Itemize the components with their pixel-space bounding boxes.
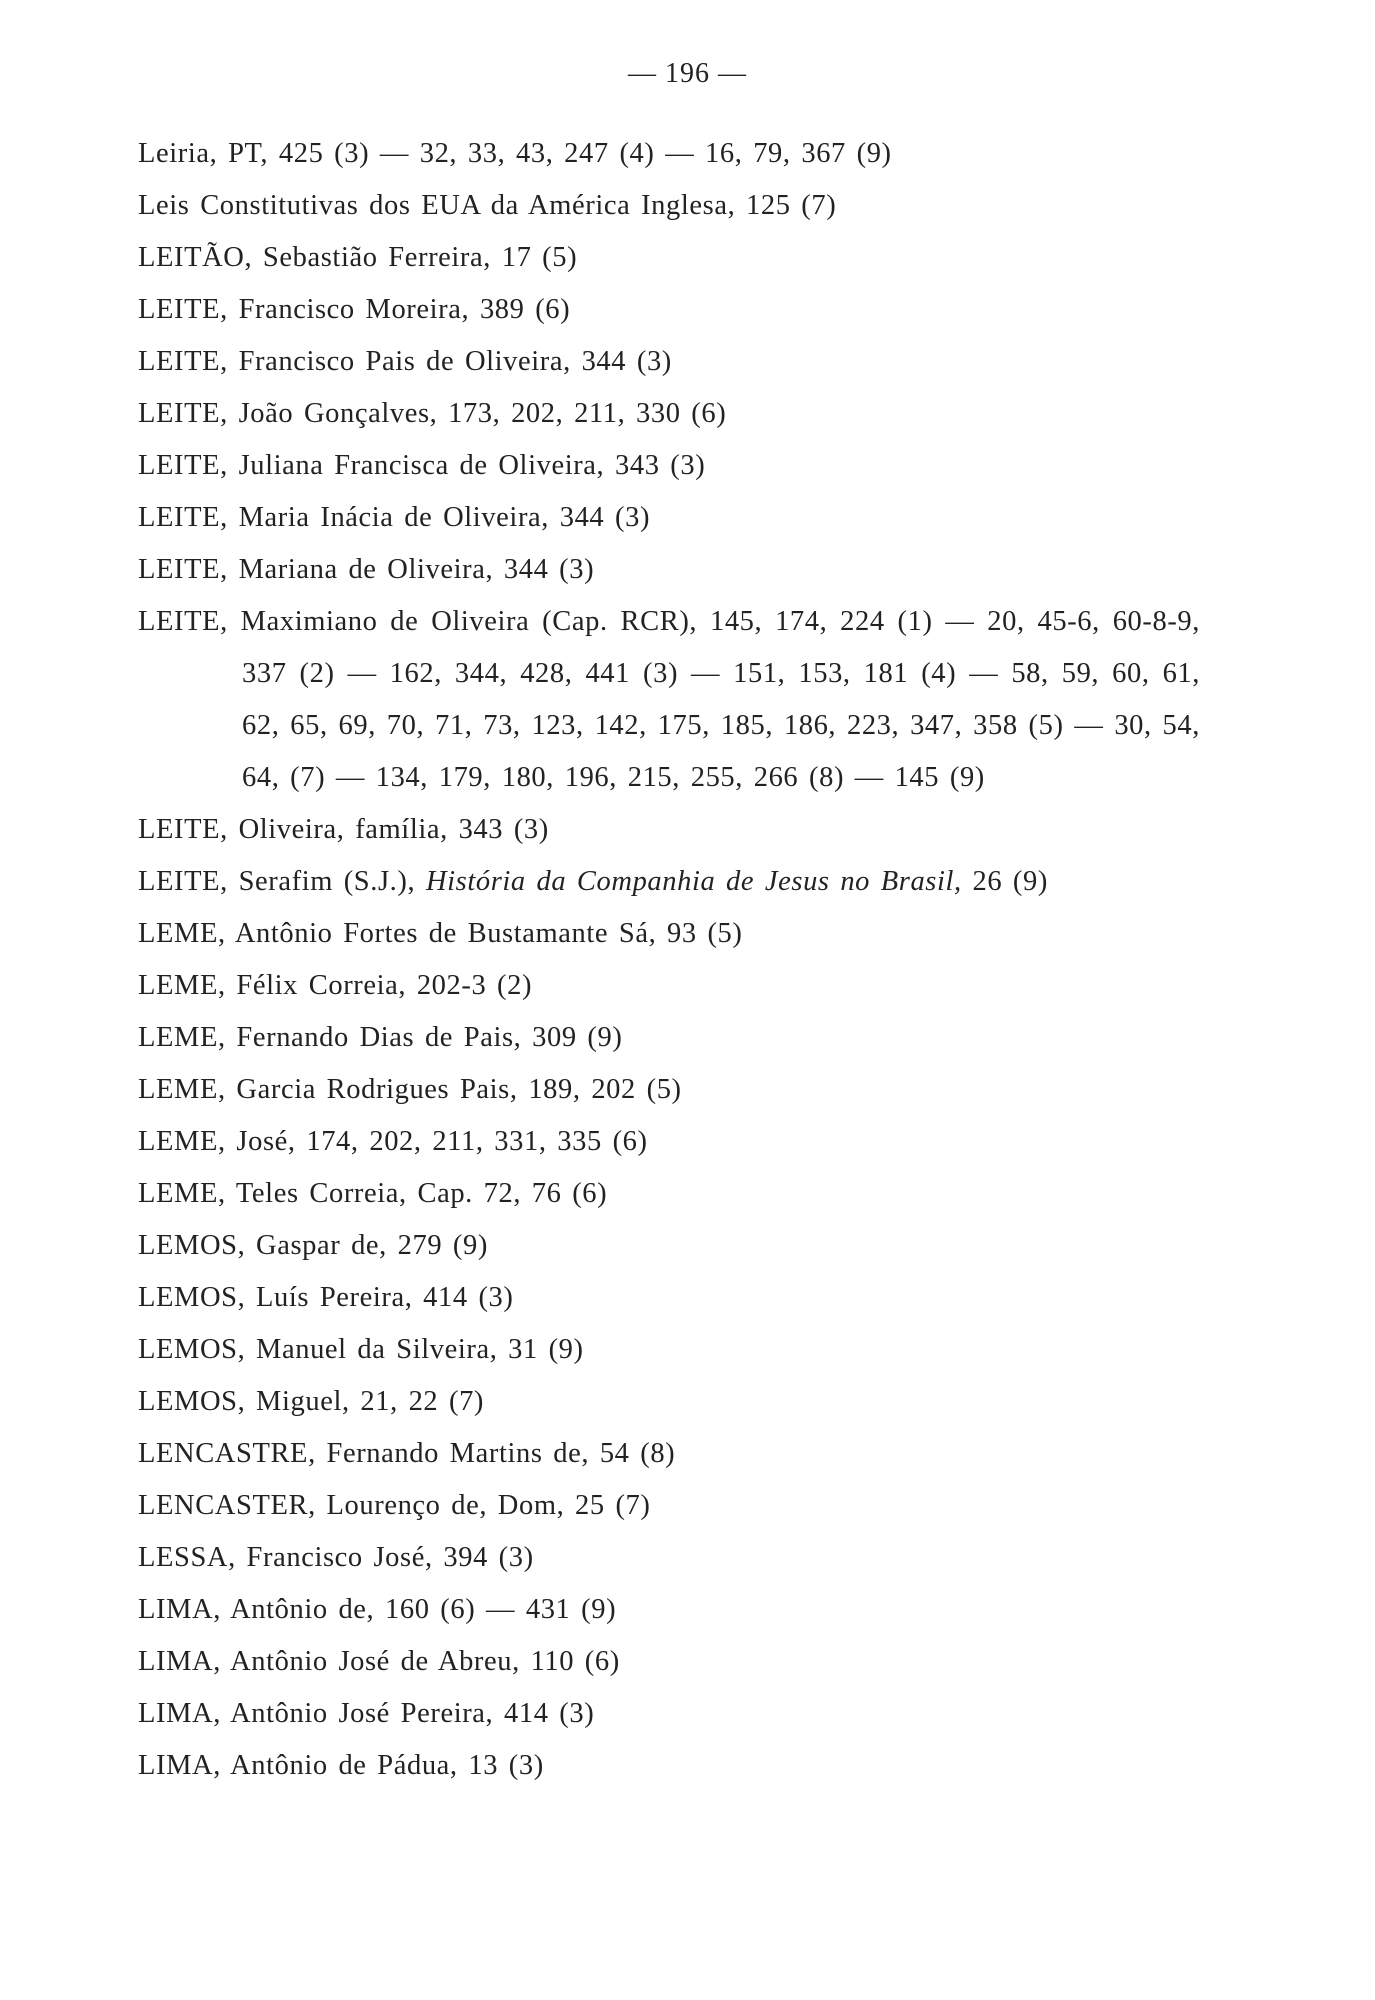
index-entry: [138, 856, 1200, 908]
entry-text: LEITE, Serafim (S.J.),: [138, 866, 426, 897]
index-entry: Leiria, PT, 425 (3) — 32, 33, 43, 247 (4) — 16, 79, 367 (9): [138, 138, 892, 169]
index-entry: LEITE, Maximiano de Oliveira (Cap. RCR), 145, 174, 224 (1) — 20, 45-6, 60-8-9, 337 (2) — 162, 344, 428, 441 (3) — 151, 153, 181 (4) — 58, 59, 60, 61, 62, 65, 69, 70, 71, 73, 123, 142, 175, 185, 186, 223, 347, 358 (5) — 30, 54, 64, (7) — 134, 179, 180, 196, 215, 255, 266 (8) — 145 (9): [138, 606, 1200, 793]
index-entry: LIMA, Antônio José de Abreu, 110 (6): [138, 1646, 620, 1677]
index-entry: LEITE, Juliana Francisca de Oliveira, 343 (3): [138, 450, 706, 481]
index-entry: LEME, Fernando Dias de Pais, 309 (9): [138, 1022, 623, 1053]
index-entry: LIMA, Antônio José Pereira, 414 (3): [138, 1698, 595, 1729]
index-entry: LEITÃO, Sebastião Ferreira, 17 (5): [138, 242, 578, 273]
book-title: História da Companhia de Jesus no Brasil,: [425, 866, 962, 897]
index-entry: LEITE, Mariana de Oliveira, 344 (3): [138, 554, 595, 585]
index-entry: LEITE, Maria Inácia de Oliveira, 344 (3): [138, 502, 651, 533]
index-entry: LEITE, Francisco Pais de Oliveira, 344 (3): [138, 346, 672, 377]
index-entry: LEMOS, Manuel da Silveira, 31 (9): [138, 1334, 584, 1365]
index-entry: LEME, José, 174, 202, 211, 331, 335 (6): [138, 1126, 648, 1157]
index-entry: LEMOS, Gaspar de, 279 (9): [138, 1230, 488, 1261]
index-entry: LENCASTRE, Fernando Martins de, 54 (8): [138, 1438, 676, 1469]
index-entry: LESSA, Francisco José, 394 (3): [138, 1542, 534, 1573]
index-entry: LEME, Félix Correia, 202-3 (2): [138, 970, 533, 1001]
index-entry: LEITE, Oliveira, família, 343 (3): [138, 814, 549, 845]
entry-text: 26 (9): [961, 866, 1048, 897]
index-entry: LEMOS, Miguel, 21, 22 (7): [138, 1386, 485, 1417]
index-entry: LEME, Antônio Fortes de Bustamante Sá, 93 (5): [138, 918, 743, 949]
index-entry: LEME, Garcia Rodrigues Pais, 189, 202 (5): [138, 1074, 682, 1105]
index-entry: LEITE, Francisco Moreira, 389 (6): [138, 294, 571, 325]
index-entry: LIMA, Antônio de Pádua, 13 (3): [138, 1750, 544, 1781]
index-entry: Leis Constitutivas dos EUA da América Inglesa, 125 (7): [138, 190, 837, 221]
index-entry: LEMOS, Luís Pereira, 414 (3): [138, 1282, 514, 1313]
index-entries: [138, 128, 1200, 1792]
index-entry: LIMA, Antônio de, 160 (6) — 431 (9): [138, 1594, 617, 1625]
page-number: — 196 —: [628, 58, 747, 89]
index-entry: LEITE, João Gonçalves, 173, 202, 211, 330 (6): [138, 398, 727, 429]
index-entry: LEME, Teles Correia, Cap. 72, 76 (6): [138, 1178, 608, 1209]
index-entry: LENCASTER, Lourenço de, Dom, 25 (7): [138, 1490, 651, 1521]
